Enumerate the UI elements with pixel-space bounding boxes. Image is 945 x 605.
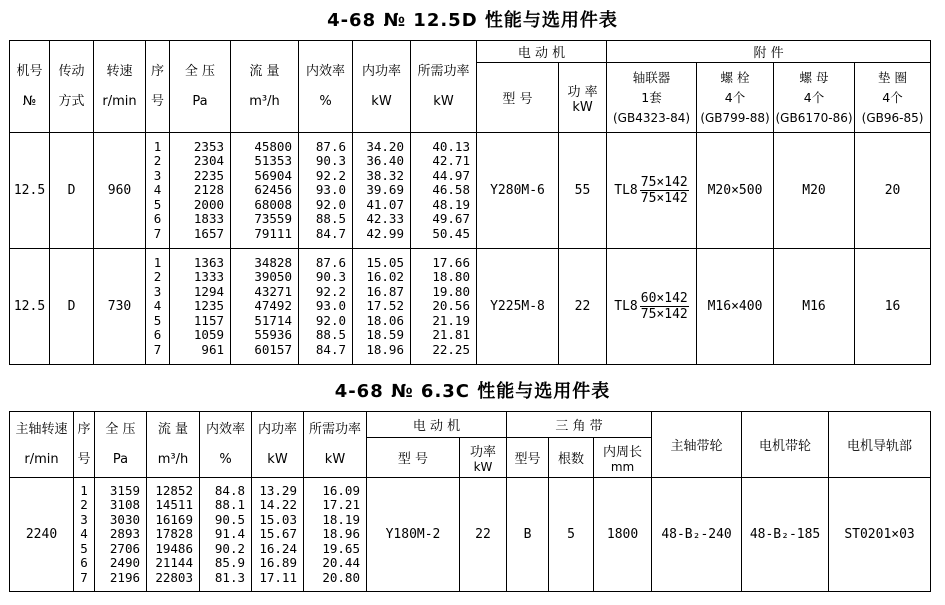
- efficiency-cell: [299, 133, 353, 249]
- efficiency-cell-value: 90.3: [315, 153, 346, 169]
- pressure-cell-value: 2304: [193, 153, 224, 169]
- motor-power-cell: 55: [559, 133, 607, 249]
- table2: [9, 411, 931, 592]
- required-power-cell-value: 19.65: [322, 540, 360, 556]
- flow-cell-value: 55936: [254, 327, 292, 343]
- required-power-cell-value: 48.19: [432, 196, 470, 212]
- coupling-prefix: TL8: [614, 183, 638, 198]
- flow-cell: [147, 478, 200, 592]
- seq-cell-value: 5: [153, 196, 162, 212]
- seq-cell-value: 2: [153, 269, 162, 285]
- header-zhuansu: 转速 r/min: [94, 41, 146, 133]
- required-power-cell-value: 20.44: [322, 555, 360, 571]
- jihao-cell: 12.5: [10, 249, 50, 365]
- pressure-cell-value: 2706: [109, 540, 140, 556]
- required-power-cell-value: 50.45: [432, 225, 470, 241]
- flow-cell-value: 60157: [254, 341, 292, 357]
- seq-cell-value: 7: [80, 569, 88, 585]
- inner-power-cell-value: 15.05: [366, 254, 404, 270]
- inner-power-cell-value: 16.89: [259, 555, 297, 571]
- inner-power-cell-value: 15.67: [259, 526, 297, 542]
- motor-model-cell: Y180M-2: [367, 478, 460, 592]
- pressure-cell-value: 1333: [193, 269, 224, 285]
- required-power-cell: [411, 249, 477, 365]
- flow-cell-value: 47492: [254, 298, 292, 314]
- efficiency-cell-value: 92.0: [315, 312, 346, 328]
- jihao-cell: 12.5: [10, 133, 50, 249]
- seq-cell-value: 4: [153, 182, 162, 198]
- header-motor: 电 动 机: [477, 41, 607, 63]
- inner-power-cell-value: 18.06: [366, 312, 404, 328]
- efficiency-cell: [299, 249, 353, 365]
- required-power-cell-value: 18.19: [322, 511, 360, 527]
- inner-power-cell-value: 16.24: [259, 540, 297, 556]
- required-power-cell-value: 20.56: [432, 298, 470, 314]
- flow-cell-value: 17828: [155, 526, 193, 542]
- required-power-cell-value: 46.58: [432, 182, 470, 198]
- washer-cell: 16: [855, 249, 931, 365]
- required-power-cell-value: 40.13: [432, 138, 470, 154]
- required-power-cell-value: 44.97: [432, 167, 470, 183]
- coupling-cell: [607, 249, 697, 365]
- header2-belt-count: 根数: [549, 438, 594, 478]
- coupling-denominator: 75×142: [640, 307, 688, 322]
- belt-length-cell: 1800: [594, 478, 652, 592]
- pressure-cell-value: 2196: [109, 569, 140, 585]
- efficiency-cell-value: 90.5: [214, 511, 245, 527]
- pressure-cell-value: 3108: [109, 497, 140, 513]
- seq-cell-value: 4: [153, 298, 162, 314]
- table-row: [10, 133, 931, 249]
- header2-motor-pulley: 电机带轮: [742, 412, 829, 478]
- required-power-cell-value: 16.09: [322, 482, 360, 498]
- table1-title: 4-68 № 12.5D 性能与选用件表: [327, 10, 618, 31]
- seq-cell-value: 3: [80, 511, 88, 527]
- nut-cell: M20: [774, 133, 855, 249]
- efficiency-cell-value: 88.5: [315, 327, 346, 343]
- inner-power-cell-value: 14.22: [259, 497, 297, 513]
- flow-cell-value: 56904: [254, 167, 292, 183]
- efficiency-cell-value: 87.6: [315, 138, 346, 154]
- nut-cell: M16: [774, 249, 855, 365]
- seq-cell-value: 3: [153, 167, 162, 183]
- pressure-cell-value: 2235: [193, 167, 224, 183]
- header2-suoxu: 所需功率 kW: [304, 412, 367, 478]
- header2-motor: 电 动 机: [367, 412, 507, 438]
- flow-cell-value: 34828: [254, 254, 292, 270]
- coupling-numerator: 60×142: [640, 291, 688, 306]
- pressure-cell: [95, 478, 147, 592]
- flow-cell-value: 14511: [155, 497, 193, 513]
- required-power-cell-value: 21.81: [432, 327, 470, 343]
- pressure-cell-value: 1363: [193, 254, 224, 270]
- seq-cell-value: 4: [80, 526, 88, 542]
- required-power-cell: [411, 133, 477, 249]
- header-nut: 螺 母 4个 (GB6170-86): [774, 63, 855, 133]
- required-power-cell-value: 17.21: [322, 497, 360, 513]
- header2-zhuansu: 主轴转速 r/min: [10, 412, 74, 478]
- header-quanya: 全 压 Pa: [170, 41, 231, 133]
- efficiency-cell-value: 92.2: [315, 167, 346, 183]
- pressure-cell-value: 3159: [109, 482, 140, 498]
- rail-cell: ST0201×03: [829, 478, 931, 592]
- pressure-cell-value: 961: [201, 341, 224, 357]
- header-motor-model: 型 号: [477, 63, 559, 133]
- flow-cell-value: 43271: [254, 283, 292, 299]
- efficiency-cell-value: 84.7: [315, 341, 346, 357]
- header-motor-power: 功 率 kW: [559, 63, 607, 133]
- required-power-cell-value: 18.96: [322, 526, 360, 542]
- required-power-cell-value: 17.66: [432, 254, 470, 270]
- inner-power-cell-value: 42.33: [366, 211, 404, 227]
- bolt-cell: M20×500: [697, 133, 774, 249]
- efficiency-cell-value: 88.5: [315, 211, 346, 227]
- pressure-cell-value: 2000: [193, 196, 224, 212]
- flow-cell-value: 21144: [155, 555, 193, 571]
- motor-pulley-cell: 48-B₂-185: [742, 478, 829, 592]
- seq-cell-value: 2: [80, 497, 88, 513]
- washer-cell: 20: [855, 133, 931, 249]
- flow-cell-value: 39050: [254, 269, 292, 285]
- efficiency-cell-value: 90.2: [214, 540, 245, 556]
- inner-power-cell: [252, 478, 304, 592]
- pressure-cell-value: 1657: [193, 225, 224, 241]
- coupling-cell: [607, 133, 697, 249]
- inner-power-cell: [353, 133, 411, 249]
- required-power-cell-value: 19.80: [432, 283, 470, 299]
- required-power-cell-value: 20.80: [322, 569, 360, 585]
- inner-power-cell-value: 17.11: [259, 569, 297, 585]
- header2-motor-power: 功率 kW: [460, 438, 507, 478]
- pressure-cell-value: 2490: [109, 555, 140, 571]
- efficiency-cell-value: 93.0: [315, 298, 346, 314]
- inner-power-cell-value: 16.02: [366, 269, 404, 285]
- seq-cell-value: 3: [153, 283, 162, 299]
- header-neigonglv: 内功率 kW: [353, 41, 411, 133]
- flow-cell-value: 79111: [254, 225, 292, 241]
- flow-cell-value: 16169: [155, 511, 193, 527]
- inner-power-cell-value: 18.96: [366, 341, 404, 357]
- chuandong-cell: D: [50, 249, 94, 365]
- efficiency-cell-value: 92.0: [315, 196, 346, 212]
- flow-cell-value: 22803: [155, 569, 193, 585]
- coupling-numerator: 75×142: [640, 175, 688, 190]
- table-row: [10, 478, 931, 592]
- belt-model-cell: B: [507, 478, 549, 592]
- seq-cell-value: 1: [153, 254, 162, 270]
- inner-power-cell-value: 39.69: [366, 182, 404, 198]
- header-liuliang: 流 量 m³/h: [231, 41, 299, 133]
- header2-rail: 电机导轨部: [829, 412, 931, 478]
- flow-cell-value: 51714: [254, 312, 292, 328]
- header2-neigonglv: 内功率 kW: [252, 412, 304, 478]
- header2-neixiaolv: 内效率 %: [200, 412, 252, 478]
- efficiency-cell-value: 81.3: [214, 569, 245, 585]
- header-xu: 序 号: [146, 41, 170, 133]
- coupling-fraction: [640, 291, 689, 322]
- pressure-cell-value: 1157: [193, 312, 224, 328]
- efficiency-cell-value: 84.7: [315, 225, 346, 241]
- inner-power-cell: [353, 249, 411, 365]
- seq-cell-value: 2: [153, 153, 162, 169]
- seq-cell-value: 1: [80, 482, 88, 498]
- seq-cell: [74, 478, 95, 592]
- table2-title: 4-68 № 6.3C 性能与选用件表: [334, 381, 611, 402]
- zhuansu-cell: 2240: [10, 478, 74, 592]
- required-power-cell-value: 49.67: [432, 211, 470, 227]
- efficiency-cell-value: 87.6: [315, 254, 346, 270]
- efficiency-cell-value: 91.4: [214, 526, 245, 542]
- header-jihao: 机号 №: [10, 41, 50, 133]
- seq-cell-value: 6: [80, 555, 88, 571]
- seq-cell-value: 7: [153, 225, 162, 241]
- inner-power-cell-value: 38.32: [366, 167, 404, 183]
- pressure-cell-value: 2128: [193, 182, 224, 198]
- flow-cell: [231, 133, 299, 249]
- header-coupling: 轴联器 1套 (GB4323-84): [607, 63, 697, 133]
- header2-liuliang: 流 量 m³/h: [147, 412, 200, 478]
- inner-power-cell-value: 41.07: [366, 196, 404, 212]
- efficiency-cell-value: 84.8: [214, 482, 245, 498]
- required-power-cell-value: 42.71: [432, 153, 470, 169]
- required-power-cell-value: 21.19: [432, 312, 470, 328]
- header-neixiaolv: 内效率 %: [299, 41, 353, 133]
- efficiency-cell: [200, 478, 252, 592]
- required-power-cell-value: 18.80: [432, 269, 470, 285]
- efficiency-cell-value: 93.0: [315, 182, 346, 198]
- seq-cell-value: 6: [153, 327, 162, 343]
- inner-power-cell-value: 42.99: [366, 225, 404, 241]
- efficiency-cell-value: 90.3: [315, 269, 346, 285]
- seq-cell: [146, 133, 170, 249]
- inner-power-cell-value: 16.87: [366, 283, 404, 299]
- flow-cell: [231, 249, 299, 365]
- header-chuandong: 传动 方式: [50, 41, 94, 133]
- pressure-cell-value: 1059: [193, 327, 224, 343]
- efficiency-cell-value: 92.2: [315, 283, 346, 299]
- coupling-prefix: TL8: [614, 299, 638, 314]
- header2-motor-model: 型 号: [367, 438, 460, 478]
- zhuansu-cell: 730: [94, 249, 146, 365]
- table1: [9, 40, 931, 365]
- pressure-cell-value: 1833: [193, 211, 224, 227]
- required-power-cell: [304, 478, 367, 592]
- inner-power-cell-value: 34.20: [366, 138, 404, 154]
- header2-belt-length: 内周长 mm: [594, 438, 652, 478]
- zhuansu-cell: 960: [94, 133, 146, 249]
- flow-cell-value: 68008: [254, 196, 292, 212]
- pressure-cell-value: 2893: [109, 526, 140, 542]
- header2-main-pulley: 主轴带轮: [652, 412, 742, 478]
- inner-power-cell-value: 15.03: [259, 511, 297, 527]
- chuandong-cell: D: [50, 133, 94, 249]
- bolt-cell: M16×400: [697, 249, 774, 365]
- header-fujian: 附 件: [607, 41, 931, 63]
- seq-cell: [146, 249, 170, 365]
- inner-power-cell-value: 13.29: [259, 482, 297, 498]
- flow-cell-value: 73559: [254, 211, 292, 227]
- efficiency-cell-value: 88.1: [214, 497, 245, 513]
- seq-cell-value: 1: [153, 138, 162, 154]
- header-suoxu: 所需功率 kW: [411, 41, 477, 133]
- coupling-fraction: [640, 175, 689, 206]
- seq-cell-value: 6: [153, 211, 162, 227]
- motor-power-cell: 22: [460, 478, 507, 592]
- flow-cell-value: 45800: [254, 138, 292, 154]
- motor-power-cell: 22: [559, 249, 607, 365]
- flow-cell-value: 12852: [155, 482, 193, 498]
- pressure-cell: [170, 133, 231, 249]
- main-pulley-cell: 48-B₂-240: [652, 478, 742, 592]
- required-power-cell-value: 22.25: [432, 341, 470, 357]
- seq-cell-value: 5: [80, 540, 88, 556]
- header-bolt: 螺 栓 4个 (GB799-88): [697, 63, 774, 133]
- header2-belt-model: 型号: [507, 438, 549, 478]
- table-row: [10, 249, 931, 365]
- flow-cell-value: 62456: [254, 182, 292, 198]
- inner-power-cell-value: 17.52: [366, 298, 404, 314]
- header2-quanya: 全 压 Pa: [95, 412, 147, 478]
- motor-model-cell: Y280M-6: [477, 133, 559, 249]
- header2-belt: 三 角 带: [507, 412, 652, 438]
- pressure-cell-value: 1235: [193, 298, 224, 314]
- seq-cell-value: 7: [153, 341, 162, 357]
- seq-cell-value: 5: [153, 312, 162, 328]
- pressure-cell: [170, 249, 231, 365]
- pressure-cell-value: 1294: [193, 283, 224, 299]
- efficiency-cell-value: 85.9: [214, 555, 245, 571]
- pressure-cell-value: 2353: [193, 138, 224, 154]
- flow-cell-value: 19486: [155, 540, 193, 556]
- coupling-denominator: 75×142: [640, 191, 688, 206]
- pressure-cell-value: 3030: [109, 511, 140, 527]
- belt-count-cell: 5: [549, 478, 594, 592]
- header2-xu: 序 号: [74, 412, 95, 478]
- motor-model-cell: Y225M-8: [477, 249, 559, 365]
- inner-power-cell-value: 36.40: [366, 153, 404, 169]
- flow-cell-value: 51353: [254, 153, 292, 169]
- header-washer: 垫 圈 4个 (GB96-85): [855, 63, 931, 133]
- inner-power-cell-value: 18.59: [366, 327, 404, 343]
